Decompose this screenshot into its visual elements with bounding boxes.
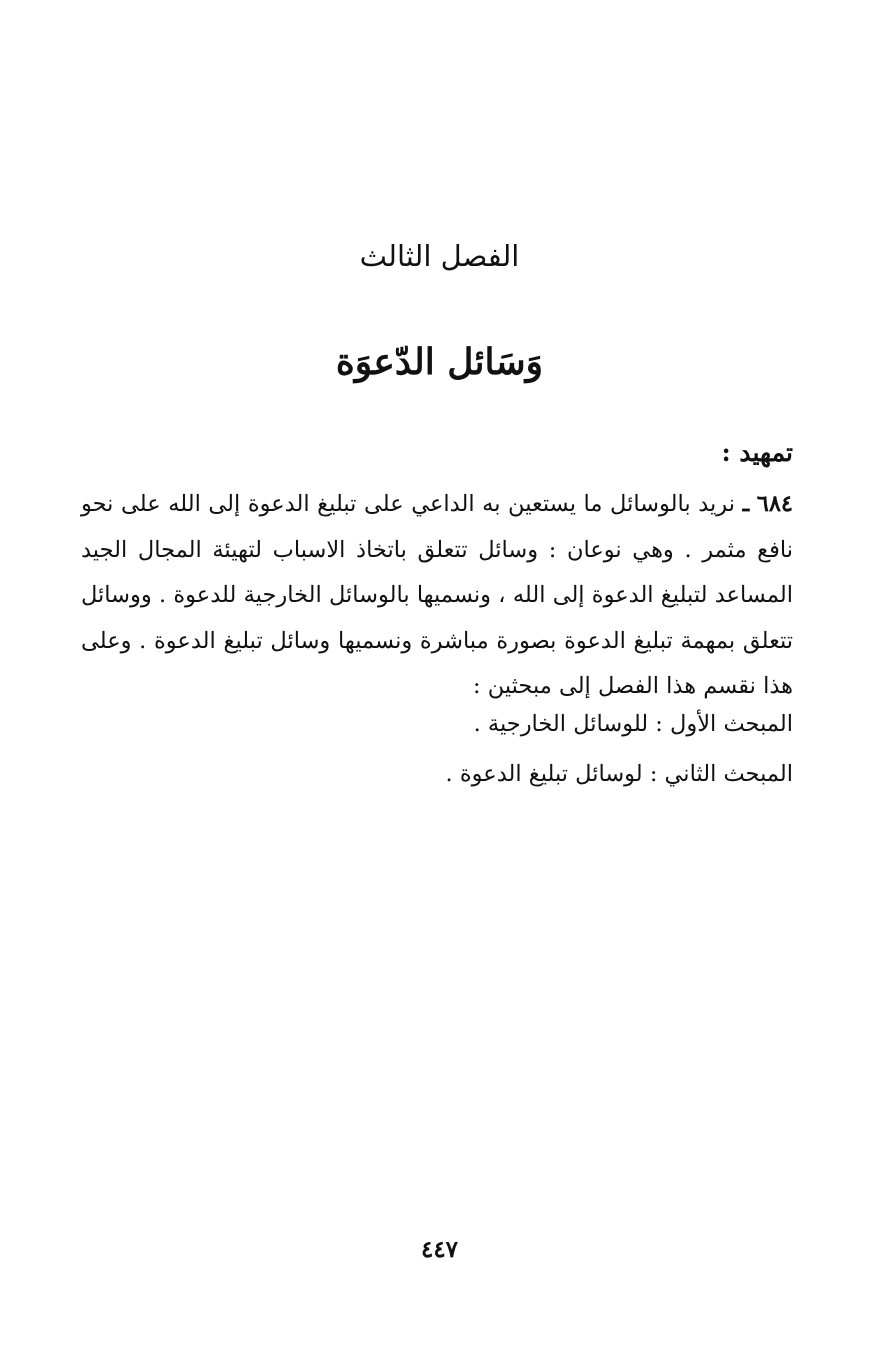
chapter-title: وَسَائل الدّعوَة	[335, 341, 544, 383]
section-list	[81, 700, 793, 800]
intro-paragraph	[81, 482, 793, 710]
intro-heading: تمهيد :	[721, 438, 793, 467]
section-item-second: المبحث الثاني : لوسائل تبليغ الدعوة .	[445, 761, 793, 787]
section-item-first: المبحث الأول : للوسائل الخارجية .	[473, 711, 793, 737]
paragraph-number: ٦٨٤	[756, 491, 794, 517]
paragraph-text: نريد بالوسائل ما يستعين به الداعي على تبليغ الدعوة إلى الله على نحو نافع مثمر . وهي نوعان : وسائل تتعلق باتخاذ الاسباب لتهيئة المجال الجيد المساعد لتبليغ الدعوة إلى الله ، ونسميها بالوسائل الخارجية للدعوة . ووسائل تتعلق بمهمة تبليغ الدعوة بصورة مباشرة ونسميها وسائل تبليغ الدعوة . وعلى هذا نقسم هذا الفصل إلى مبحثين :	[81, 491, 793, 699]
paragraph-dash: ـ	[742, 491, 750, 517]
chapter-label: الفصل الثالث	[359, 239, 520, 273]
page-number: ٤٤٧	[420, 1236, 459, 1263]
